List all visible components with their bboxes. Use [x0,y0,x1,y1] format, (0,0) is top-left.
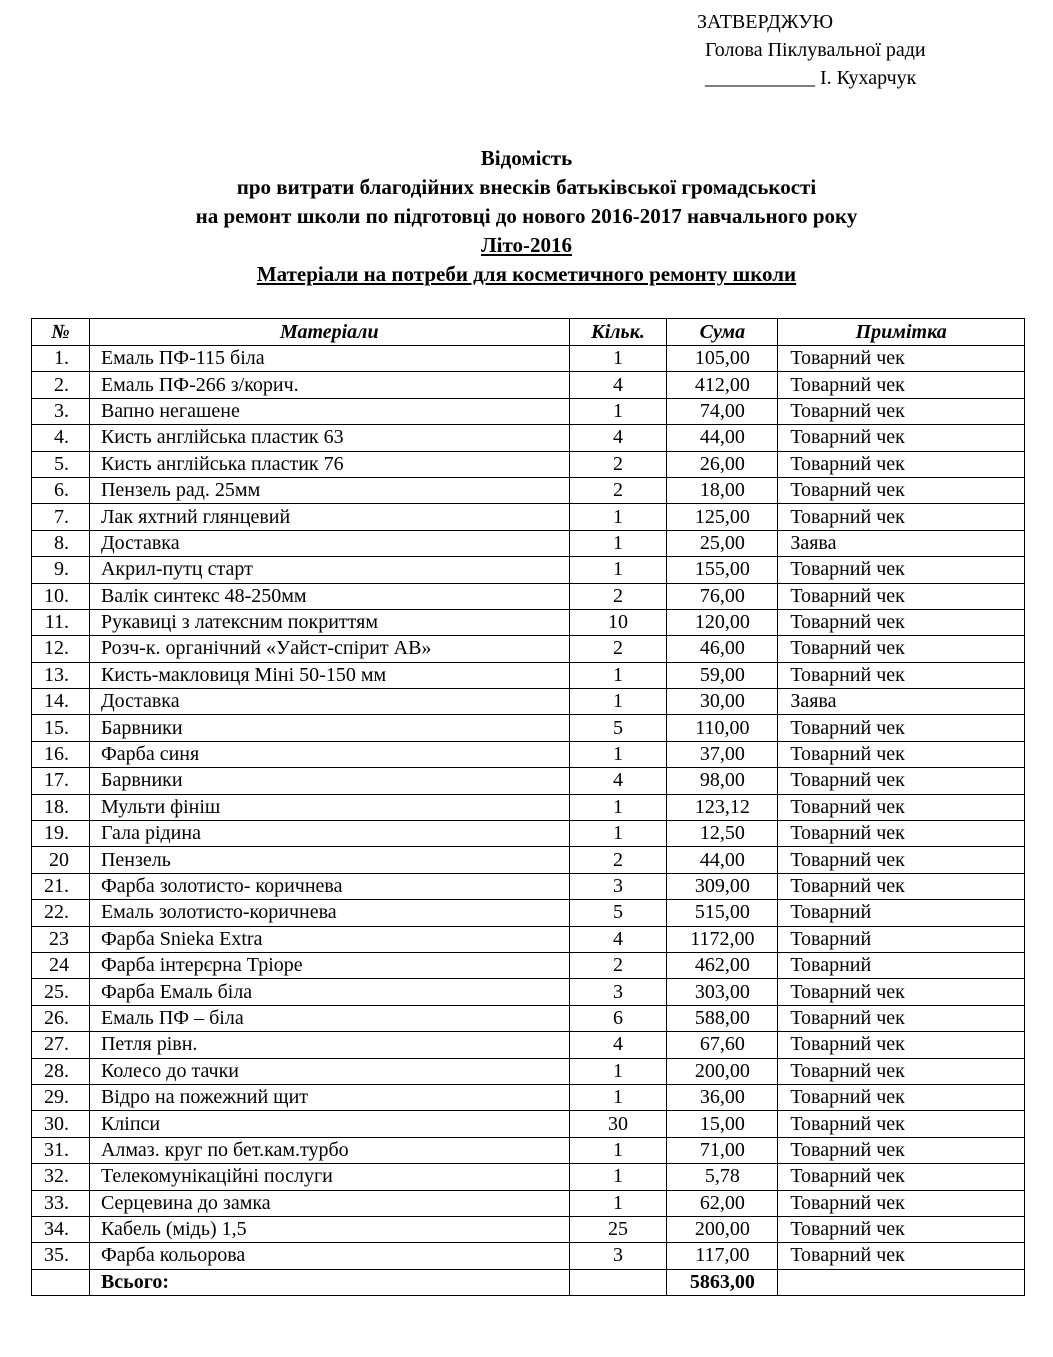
row-sum: 105,00 [667,346,778,372]
row-sum: 123,12 [667,794,778,820]
row-material: Телекомунікаційні послуги [89,1164,569,1190]
table-row [32,741,1025,767]
row-quantity: 4 [569,425,667,451]
row-number: 13. [32,662,90,688]
row-note: Товарний чек [778,1164,1025,1190]
row-sum: 37,00 [667,741,778,767]
table-row [32,1243,1025,1269]
total-row [32,1269,1025,1295]
row-material: Кисть-макловиця Міні 50-150 мм [89,662,569,688]
row-material: Колесо до тачки [89,1058,569,1084]
row-quantity: 1 [569,821,667,847]
row-sum: 200,00 [667,1216,778,1242]
row-number: 25. [32,979,90,1005]
row-quantity: 1 [569,504,667,530]
row-material: Емаль золотисто-коричнева [89,900,569,926]
header-number: № [32,319,90,346]
row-note: Заява [778,689,1025,715]
row-quantity: 1 [569,557,667,583]
row-note: Товарний чек [778,451,1025,477]
row-note: Товарний чек [778,715,1025,741]
row-number: 33. [32,1190,90,1216]
table-row [32,636,1025,662]
row-sum: 303,00 [667,979,778,1005]
row-quantity: 3 [569,1243,667,1269]
row-material: Кліпси [89,1111,569,1137]
row-note: Товарний чек [778,398,1025,424]
row-number: 31. [32,1137,90,1163]
row-number: 4. [32,425,90,451]
table-row [32,1190,1025,1216]
row-number: 19. [32,821,90,847]
table-row [32,715,1025,741]
document-title-block [0,144,1053,289]
row-material: Лак яхтний глянцевий [89,504,569,530]
approval-heading: ЗАТВЕРДЖУЮ [697,11,834,33]
row-sum: 462,00 [667,952,778,978]
row-number: 32. [32,1164,90,1190]
document-section-title: Матеріали на потреби для косметичного ремонту школи [256,262,797,286]
row-material: Гала рідина [89,821,569,847]
row-sum: 1172,00 [667,926,778,952]
row-material: Петля рівн. [89,1032,569,1058]
row-material: Доставка [89,530,569,556]
row-note: Товарний чек [778,979,1025,1005]
row-quantity: 2 [569,477,667,503]
row-sum: 200,00 [667,1058,778,1084]
row-material: Фарба синя [89,741,569,767]
row-note: Заява [778,530,1025,556]
row-quantity: 30 [569,1111,667,1137]
row-number: 15. [32,715,90,741]
row-material: Розч-к. органічний «Уайст-спірит АВ» [89,636,569,662]
row-sum: 309,00 [667,873,778,899]
row-note: Товарний чек [778,1190,1025,1216]
total-qty-cell [569,1269,667,1295]
table-row [32,926,1025,952]
document-title: Відомість [480,146,573,170]
total-sum: 5863,00 [667,1269,778,1295]
row-material: Доставка [89,689,569,715]
table-row [32,873,1025,899]
row-quantity: 5 [569,900,667,926]
row-sum: 5,78 [667,1164,778,1190]
row-note: Товарний [778,952,1025,978]
table-row [32,662,1025,688]
table-header-row [32,319,1025,346]
row-material: Валік синтекс 48-250мм [89,583,569,609]
table-row [32,425,1025,451]
row-quantity: 4 [569,372,667,398]
row-material: Мульти фініш [89,794,569,820]
row-number: 35. [32,1243,90,1269]
row-quantity: 25 [569,1216,667,1242]
row-material: Алмаз. круг по бет.кам.турбо [89,1137,569,1163]
row-number: 26. [32,1005,90,1031]
row-sum: 12,50 [667,821,778,847]
row-material: Пензель рад. 25мм [89,477,569,503]
row-note: Товарний чек [778,477,1025,503]
row-number: 22. [32,900,90,926]
row-material: Фарба інтерєрна Тріоре [89,952,569,978]
row-material: Фарба золотисто- коричнева [89,873,569,899]
row-sum: 412,00 [667,372,778,398]
row-note: Товарний [778,926,1025,952]
row-sum: 44,00 [667,847,778,873]
header-quantity: Кільк. [569,319,667,346]
row-number: 17. [32,768,90,794]
row-note: Товарний чек [778,425,1025,451]
row-quantity: 4 [569,926,667,952]
row-number: 1. [32,346,90,372]
table-row [32,794,1025,820]
table-row [32,1164,1025,1190]
row-note: Товарний чек [778,557,1025,583]
row-sum: 71,00 [667,1137,778,1163]
row-material: Пензель [89,847,569,873]
row-sum: 25,00 [667,530,778,556]
table-row [32,1216,1025,1242]
row-number: 18. [32,794,90,820]
document-period: Літо-2016 [480,233,572,257]
row-number: 29. [32,1084,90,1110]
row-note: Товарний чек [778,847,1025,873]
row-number: 28. [32,1058,90,1084]
row-number: 5. [32,451,90,477]
row-material: Барвники [89,715,569,741]
row-material: Емаль ПФ-266 з/корич. [89,372,569,398]
approval-signature-line: ___________ І. Кухарчук [705,67,917,89]
table-row [32,768,1025,794]
row-quantity: 6 [569,1005,667,1031]
row-quantity: 1 [569,741,667,767]
row-number: 11. [32,609,90,635]
document-subtitle-1: про витрати благодійних внесків батьківської громадськості [236,175,817,199]
materials-table [31,318,1025,1296]
table-row [32,557,1025,583]
row-material: Акрил-путц старт [89,557,569,583]
row-number: 34. [32,1216,90,1242]
row-material: Відро на пожежний щит [89,1084,569,1110]
row-note: Товарний чек [778,873,1025,899]
total-label: Всього: [89,1269,569,1295]
document-subtitle-2: на ремонт школи по підготовці до нового 2016-2017 навчального року [195,204,858,228]
row-material: Емаль ПФ-115 біла [89,346,569,372]
header-sum: Сума [667,319,778,346]
row-note: Товарний чек [778,636,1025,662]
row-sum: 76,00 [667,583,778,609]
row-note: Товарний чек [778,1137,1025,1163]
row-number: 20 [32,847,90,873]
table-row [32,821,1025,847]
approval-position: Голова Піклувальної ради [705,39,926,61]
row-note: Товарний чек [778,794,1025,820]
row-number: 30. [32,1111,90,1137]
row-note: Товарний чек [778,1243,1025,1269]
row-quantity: 1 [569,1164,667,1190]
row-sum: 36,00 [667,1084,778,1110]
table-row [32,847,1025,873]
row-number: 8. [32,530,90,556]
row-quantity: 1 [569,794,667,820]
row-sum: 110,00 [667,715,778,741]
row-sum: 62,00 [667,1190,778,1216]
total-note-cell [778,1269,1025,1295]
row-quantity: 5 [569,715,667,741]
row-number: 27. [32,1032,90,1058]
row-quantity: 2 [569,583,667,609]
row-sum: 74,00 [667,398,778,424]
approval-block [697,8,926,92]
row-material: Фарба кольорова [89,1243,569,1269]
row-quantity: 4 [569,768,667,794]
row-sum: 120,00 [667,609,778,635]
row-material: Серцевина до замка [89,1190,569,1216]
table-row [32,372,1025,398]
row-note: Товарний чек [778,504,1025,530]
row-quantity: 10 [569,609,667,635]
table-row [32,504,1025,530]
header-note: Примітка [778,319,1025,346]
table-row [32,583,1025,609]
row-material: Фарба Емаль біла [89,979,569,1005]
row-sum: 26,00 [667,451,778,477]
table-row [32,979,1025,1005]
row-material: Рукавиці з латексним покриттям [89,609,569,635]
row-note: Товарний чек [778,1058,1025,1084]
row-sum: 30,00 [667,689,778,715]
row-quantity: 4 [569,1032,667,1058]
row-sum: 15,00 [667,1111,778,1137]
row-material: Кисть англійська пластик 76 [89,451,569,477]
row-note: Товарний чек [778,1005,1025,1031]
row-material: Кабель (мідь) 1,5 [89,1216,569,1242]
table-row [32,1137,1025,1163]
row-number: 9. [32,557,90,583]
row-note: Товарний чек [778,372,1025,398]
row-number: 2. [32,372,90,398]
row-material: Фарба Snieka Extra [89,926,569,952]
row-quantity: 1 [569,1137,667,1163]
row-sum: 125,00 [667,504,778,530]
table-row [32,477,1025,503]
row-number: 6. [32,477,90,503]
row-material: Вапно негашене [89,398,569,424]
row-note: Товарний чек [778,821,1025,847]
row-note: Товарний чек [778,1084,1025,1110]
row-quantity: 2 [569,636,667,662]
row-quantity: 1 [569,1084,667,1110]
row-sum: 67,60 [667,1032,778,1058]
table-row [32,1005,1025,1031]
row-sum: 18,00 [667,477,778,503]
row-quantity: 1 [569,530,667,556]
row-note: Товарний чек [778,741,1025,767]
row-number: 12. [32,636,90,662]
row-note: Товарний чек [778,662,1025,688]
row-number: 16. [32,741,90,767]
table-row [32,398,1025,424]
row-sum: 155,00 [667,557,778,583]
row-number: 7. [32,504,90,530]
table-row [32,1084,1025,1110]
row-number: 24 [32,952,90,978]
row-note: Товарний чек [778,583,1025,609]
row-quantity: 1 [569,346,667,372]
row-note: Товарний чек [778,609,1025,635]
row-sum: 117,00 [667,1243,778,1269]
table-row [32,346,1025,372]
table-row [32,530,1025,556]
row-quantity: 2 [569,847,667,873]
row-note: Товарний чек [778,1216,1025,1242]
table-row [32,451,1025,477]
row-quantity: 1 [569,1190,667,1216]
row-sum: 59,00 [667,662,778,688]
row-note: Товарний чек [778,1111,1025,1137]
row-quantity: 2 [569,952,667,978]
row-quantity: 1 [569,662,667,688]
table-row [32,1111,1025,1137]
table-row [32,1058,1025,1084]
row-sum: 98,00 [667,768,778,794]
row-quantity: 1 [569,1058,667,1084]
row-number: 10. [32,583,90,609]
table-row [32,900,1025,926]
header-material: Матеріали [89,319,569,346]
table-row [32,609,1025,635]
row-sum: 46,00 [667,636,778,662]
row-note: Товарний чек [778,1032,1025,1058]
row-number: 23 [32,926,90,952]
total-empty-cell [32,1269,90,1295]
row-number: 14. [32,689,90,715]
row-note: Товарний [778,900,1025,926]
row-sum: 515,00 [667,900,778,926]
row-sum: 44,00 [667,425,778,451]
row-note: Товарний чек [778,346,1025,372]
row-quantity: 1 [569,689,667,715]
table-row [32,689,1025,715]
table-row [32,952,1025,978]
row-note: Товарний чек [778,768,1025,794]
row-quantity: 1 [569,398,667,424]
row-material: Емаль ПФ – біла [89,1005,569,1031]
row-number: 21. [32,873,90,899]
row-quantity: 3 [569,979,667,1005]
row-sum: 588,00 [667,1005,778,1031]
row-number: 3. [32,398,90,424]
row-material: Кисть англійська пластик 63 [89,425,569,451]
row-material: Барвники [89,768,569,794]
row-quantity: 2 [569,451,667,477]
row-quantity: 3 [569,873,667,899]
table-row [32,1032,1025,1058]
